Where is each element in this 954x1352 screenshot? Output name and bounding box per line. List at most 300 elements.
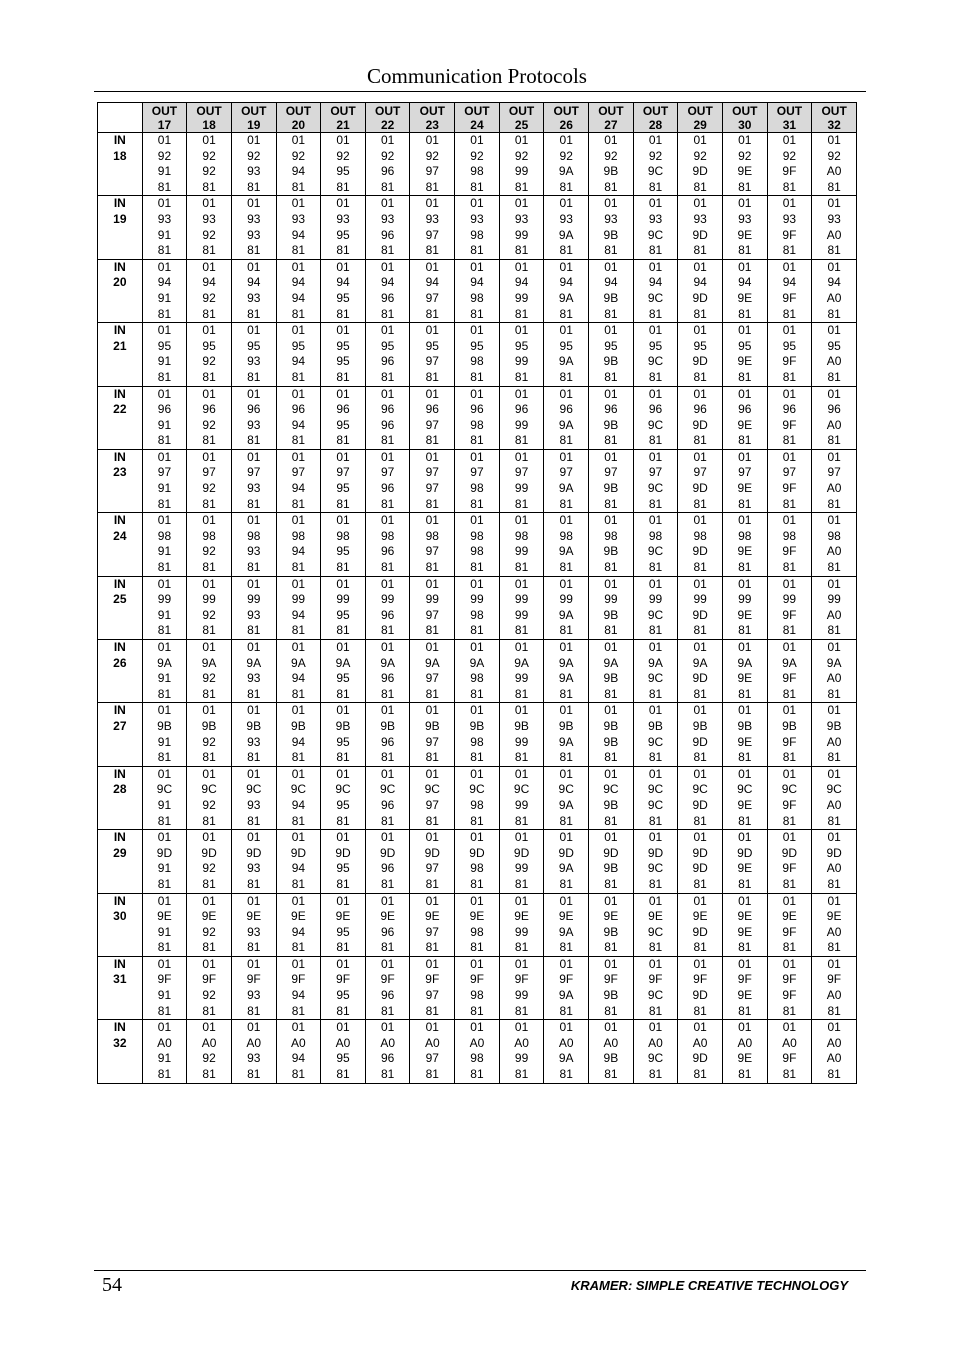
cell-byte: 81 xyxy=(425,750,439,765)
cell-byte: 01 xyxy=(291,830,306,845)
table-row xyxy=(98,449,857,512)
table-row xyxy=(98,196,857,259)
cell-byte: 9F xyxy=(782,544,797,559)
cell-byte: 81 xyxy=(470,750,484,765)
cell-byte: 81 xyxy=(470,243,484,258)
cell-byte: 01 xyxy=(202,259,216,274)
cell-byte: A0 xyxy=(424,1035,440,1050)
cell-byte: 81 xyxy=(336,433,350,448)
cell-byte: 81 xyxy=(604,369,618,384)
table-cell xyxy=(589,830,634,893)
cell-byte: 9A xyxy=(291,655,306,670)
cell-byte: 95 xyxy=(336,290,350,305)
table-cell xyxy=(142,956,187,1019)
cell-byte: 81 xyxy=(380,813,395,828)
cell-byte: 92 xyxy=(827,148,841,163)
row-header-line: 27 xyxy=(113,718,127,733)
table-cell xyxy=(767,576,812,639)
cell-byte: 01 xyxy=(425,386,439,401)
table-cell xyxy=(321,386,366,449)
table-cell xyxy=(142,259,187,322)
cell-byte: 9F xyxy=(782,417,797,432)
cell-byte: A0 xyxy=(826,1035,842,1050)
table-row xyxy=(98,513,857,576)
cell-byte: 97 xyxy=(738,465,752,480)
cell-byte: 9A xyxy=(558,607,574,622)
cell-byte: 9A xyxy=(558,797,574,812)
cell-byte: 81 xyxy=(782,750,797,765)
cell-byte: 01 xyxy=(470,576,484,591)
table-cell xyxy=(231,196,276,259)
cell-byte: 01 xyxy=(738,576,752,591)
table-cell xyxy=(142,576,187,639)
cell-byte: 9D xyxy=(692,988,708,1003)
table-cell xyxy=(812,196,857,259)
cell-byte: 01 xyxy=(827,259,841,274)
cell-byte: 01 xyxy=(470,133,484,147)
cell-byte: 81 xyxy=(648,876,663,891)
cell-byte: 94 xyxy=(291,671,306,686)
table-cell xyxy=(142,513,187,576)
column-header-line: 29 xyxy=(693,118,707,132)
table-cell xyxy=(722,766,767,829)
cell-byte: 9B xyxy=(469,718,485,733)
cell-byte: 81 xyxy=(559,813,573,828)
cell-byte: 01 xyxy=(693,133,707,147)
cell-byte: 92 xyxy=(202,797,216,812)
cell-byte: 9B xyxy=(603,481,619,496)
cell-byte: 93 xyxy=(247,1051,261,1066)
cell-byte: 9D xyxy=(692,544,708,559)
row-header xyxy=(98,323,143,386)
cell-byte: 01 xyxy=(648,513,663,528)
cell-byte: 81 xyxy=(559,1003,573,1018)
table-cell xyxy=(589,703,634,766)
cell-byte: 95 xyxy=(470,338,484,353)
cell-byte: 01 xyxy=(782,259,797,274)
cell-byte: 81 xyxy=(291,813,306,828)
table-cell xyxy=(678,133,723,196)
cell-byte: 81 xyxy=(738,750,752,765)
cell-byte: 97 xyxy=(604,465,618,480)
cell-byte: 98 xyxy=(738,528,752,543)
table-cell xyxy=(499,513,544,576)
cell-byte: 94 xyxy=(202,275,216,290)
cell-byte: 81 xyxy=(202,243,216,258)
table-cell xyxy=(365,513,410,576)
cell-byte: 9D xyxy=(692,845,708,860)
cell-byte: 9F xyxy=(782,734,797,749)
cell-byte: 01 xyxy=(559,449,573,464)
cell-byte: A0 xyxy=(826,671,842,686)
cell-byte: 91 xyxy=(157,988,172,1003)
cell-byte: 9A xyxy=(558,988,574,1003)
cell-byte: 81 xyxy=(559,369,573,384)
cell-byte: 92 xyxy=(247,148,261,163)
cell-byte: 96 xyxy=(782,402,797,417)
cell-byte: 01 xyxy=(738,893,752,908)
cell-byte: 93 xyxy=(336,211,350,226)
table-cell xyxy=(633,576,678,639)
cell-byte: 81 xyxy=(202,686,216,701)
cell-byte: 9E xyxy=(737,544,753,559)
cell-byte: 93 xyxy=(247,797,261,812)
cell-byte: 94 xyxy=(782,275,797,290)
cell-byte: 81 xyxy=(514,496,529,511)
cell-byte: 81 xyxy=(291,750,306,765)
cell-byte: 9B xyxy=(603,354,619,369)
cell-byte: 9C xyxy=(647,988,664,1003)
table-row xyxy=(98,640,857,703)
cell-byte: 9E xyxy=(424,909,440,924)
cell-byte: 99 xyxy=(604,592,618,607)
cell-byte: 01 xyxy=(336,133,350,147)
cell-byte: 81 xyxy=(604,750,618,765)
table-cell xyxy=(722,703,767,766)
table-cell xyxy=(187,1020,232,1083)
table-cell xyxy=(276,323,321,386)
cell-byte: 9C xyxy=(290,782,307,797)
cell-byte: 01 xyxy=(470,893,484,908)
cell-byte: 93 xyxy=(202,211,216,226)
table-row xyxy=(98,576,857,639)
cell-byte: 97 xyxy=(336,465,350,480)
table-cell xyxy=(187,640,232,703)
table-cell xyxy=(589,640,634,703)
cell-byte: 9D xyxy=(692,924,708,939)
cell-byte: 9C xyxy=(647,671,664,686)
cell-byte: 01 xyxy=(693,766,707,781)
table-cell xyxy=(678,640,723,703)
cell-byte: 01 xyxy=(157,1020,172,1035)
cell-byte: 81 xyxy=(514,433,529,448)
cell-byte: 9D xyxy=(469,845,485,860)
cell-byte: 9C xyxy=(647,164,664,179)
table-cell xyxy=(276,956,321,1019)
cell-byte: 81 xyxy=(559,496,573,511)
cell-byte: 01 xyxy=(425,703,439,718)
table-cell xyxy=(142,196,187,259)
table-cell xyxy=(678,196,723,259)
cell-byte: 9C xyxy=(558,782,574,797)
table-cell xyxy=(321,640,366,703)
cell-byte: 81 xyxy=(604,686,618,701)
cell-byte: 98 xyxy=(470,164,484,179)
cell-byte: 96 xyxy=(559,402,573,417)
cell-byte: 01 xyxy=(291,386,306,401)
cell-byte: 92 xyxy=(202,544,216,559)
cell-byte: A0 xyxy=(826,227,842,242)
cell-byte: 81 xyxy=(782,623,797,638)
cell-byte: 9F xyxy=(782,924,797,939)
cell-byte: 81 xyxy=(648,179,663,194)
cell-byte: 01 xyxy=(425,259,439,274)
cell-byte: 92 xyxy=(648,148,663,163)
cell-byte: 81 xyxy=(380,623,395,638)
cell-byte: 81 xyxy=(648,369,663,384)
table-cell xyxy=(365,133,410,196)
cell-byte: 99 xyxy=(380,592,395,607)
cell-byte: 81 xyxy=(782,1067,797,1082)
cell-byte: 96 xyxy=(202,402,216,417)
cell-byte: 9C xyxy=(647,544,664,559)
cell-byte: 94 xyxy=(648,275,663,290)
table-cell xyxy=(231,386,276,449)
row-header xyxy=(98,386,143,449)
cell-byte: 95 xyxy=(336,797,350,812)
cell-byte: 93 xyxy=(247,544,261,559)
table-cell xyxy=(455,893,500,956)
cell-byte: 81 xyxy=(782,560,797,575)
cell-byte: 81 xyxy=(336,1003,350,1018)
cell-byte: 81 xyxy=(380,940,395,955)
table-cell xyxy=(455,766,500,829)
cell-byte: 91 xyxy=(157,671,172,686)
cell-byte: 01 xyxy=(247,576,261,591)
cell-byte: 01 xyxy=(604,956,618,971)
cell-byte: 81 xyxy=(380,876,395,891)
cell-byte: 92 xyxy=(202,481,216,496)
cell-byte: 99 xyxy=(514,290,529,305)
cell-byte: 01 xyxy=(247,259,261,274)
table-cell xyxy=(365,893,410,956)
cell-byte: 96 xyxy=(291,402,306,417)
cell-byte: 95 xyxy=(782,338,797,353)
cell-byte: 01 xyxy=(470,323,484,338)
table-cell xyxy=(365,640,410,703)
cell-byte: 9D xyxy=(424,845,440,860)
page-number: 54 xyxy=(102,1274,122,1296)
table-cell xyxy=(410,133,455,196)
cell-byte: 9B xyxy=(603,797,619,812)
cell-byte: 01 xyxy=(380,830,395,845)
cell-byte: 01 xyxy=(336,893,350,908)
cell-byte: 81 xyxy=(380,306,395,321)
cell-byte: 01 xyxy=(648,323,663,338)
cell-byte: 81 xyxy=(604,496,618,511)
row-header-line: 25 xyxy=(113,592,127,607)
table-cell xyxy=(365,449,410,512)
cell-byte: 81 xyxy=(693,179,707,194)
cell-byte: 01 xyxy=(693,893,707,908)
cell-byte: 93 xyxy=(247,734,261,749)
cell-byte: 81 xyxy=(738,686,752,701)
cell-byte: 9E xyxy=(692,909,708,924)
cell-byte: 93 xyxy=(827,211,841,226)
cell-byte: 81 xyxy=(425,686,439,701)
cell-byte: 01 xyxy=(827,703,841,718)
cell-byte: 01 xyxy=(827,323,841,338)
cell-byte: 01 xyxy=(782,196,797,211)
cell-byte: 95 xyxy=(336,671,350,686)
table-cell xyxy=(767,513,812,576)
table-cell xyxy=(722,449,767,512)
cell-byte: 81 xyxy=(693,243,707,258)
cell-byte: 81 xyxy=(827,813,841,828)
cell-byte: 9F xyxy=(291,972,306,987)
cell-byte: 01 xyxy=(693,956,707,971)
cell-byte: 81 xyxy=(827,433,841,448)
cell-byte: 96 xyxy=(514,402,529,417)
cell-byte: 01 xyxy=(202,386,216,401)
cell-byte: 81 xyxy=(425,1003,439,1018)
table-cell xyxy=(410,703,455,766)
cell-byte: 9A xyxy=(826,655,842,670)
cell-byte: 91 xyxy=(157,417,172,432)
cell-byte: 01 xyxy=(380,956,395,971)
cell-byte: 97 xyxy=(425,227,439,242)
table-cell xyxy=(499,956,544,1019)
cell-byte: 81 xyxy=(336,179,350,194)
table-cell xyxy=(321,196,366,259)
table-cell xyxy=(321,703,366,766)
cell-byte: 81 xyxy=(514,306,529,321)
cell-byte: 01 xyxy=(738,196,752,211)
cell-byte: 9F xyxy=(782,354,797,369)
cell-byte: 81 xyxy=(648,1067,663,1082)
table-cell xyxy=(499,576,544,639)
cell-byte: 93 xyxy=(738,211,752,226)
cell-byte: 81 xyxy=(738,243,752,258)
cell-byte: 92 xyxy=(425,148,439,163)
cell-byte: 01 xyxy=(202,196,216,211)
column-header-line: 28 xyxy=(648,118,663,132)
cell-byte: 01 xyxy=(514,893,529,908)
cell-byte: 94 xyxy=(157,275,172,290)
cell-byte: 96 xyxy=(380,861,395,876)
cell-byte: 01 xyxy=(425,640,439,654)
cell-byte: 01 xyxy=(782,830,797,845)
cell-byte: 9D xyxy=(692,797,708,812)
cell-byte: 93 xyxy=(247,924,261,939)
cell-byte: 9A xyxy=(558,290,574,305)
cell-byte: 81 xyxy=(782,876,797,891)
table-cell xyxy=(142,640,187,703)
row-header xyxy=(98,640,143,703)
table-cell xyxy=(410,196,455,259)
cell-byte: 81 xyxy=(514,369,529,384)
cell-byte: 81 xyxy=(693,496,707,511)
cell-byte: 81 xyxy=(247,686,261,701)
cell-byte: 01 xyxy=(336,196,350,211)
cell-byte: 9B xyxy=(603,734,619,749)
cell-byte: 81 xyxy=(604,1067,618,1082)
cell-byte: 96 xyxy=(425,402,439,417)
cell-byte: A0 xyxy=(826,734,842,749)
cell-byte: 92 xyxy=(202,227,216,242)
table-cell xyxy=(276,196,321,259)
cell-byte: 98 xyxy=(470,988,484,1003)
cell-byte: 95 xyxy=(336,924,350,939)
row-header-line: IN xyxy=(113,1020,126,1035)
cell-byte: 9F xyxy=(425,972,440,987)
cell-byte: A0 xyxy=(826,1051,842,1066)
cell-byte: 01 xyxy=(782,576,797,591)
column-header xyxy=(231,103,276,133)
cell-byte: 01 xyxy=(380,576,395,591)
cell-byte: 92 xyxy=(291,148,306,163)
cell-byte: 9B xyxy=(603,988,619,1003)
cell-byte: 81 xyxy=(693,433,707,448)
cell-byte: 9E xyxy=(737,909,753,924)
cell-byte: 81 xyxy=(425,243,439,258)
row-header xyxy=(98,133,143,196)
table-cell xyxy=(767,1020,812,1083)
cell-byte: 9E xyxy=(335,909,351,924)
row-header-line: 29 xyxy=(113,845,127,860)
cell-byte: 9D xyxy=(647,845,664,860)
cell-byte: A0 xyxy=(826,988,842,1003)
table-cell xyxy=(767,323,812,386)
cell-byte: 9D xyxy=(692,417,708,432)
cell-byte: 9B xyxy=(782,718,797,733)
cell-byte: 81 xyxy=(157,560,172,575)
cell-byte: 01 xyxy=(827,893,841,908)
cell-byte: 01 xyxy=(648,449,663,464)
cell-byte: 94 xyxy=(291,275,306,290)
cell-byte: 81 xyxy=(827,496,841,511)
cell-byte: 01 xyxy=(514,449,529,464)
table-cell xyxy=(633,830,678,893)
cell-byte: 81 xyxy=(425,813,439,828)
table-cell xyxy=(142,449,187,512)
cell-byte: A0 xyxy=(826,607,842,622)
table-cell xyxy=(231,513,276,576)
table-cell xyxy=(455,1020,500,1083)
cell-byte: 81 xyxy=(247,306,261,321)
table-cell xyxy=(767,893,812,956)
cell-byte: 93 xyxy=(247,607,261,622)
cell-byte: 01 xyxy=(247,323,261,338)
cell-byte: 81 xyxy=(604,940,618,955)
cell-byte: 97 xyxy=(425,1051,439,1066)
cell-byte: 92 xyxy=(202,1051,216,1066)
cell-byte: 01 xyxy=(470,259,484,274)
column-header-line: 20 xyxy=(291,118,306,132)
table-cell xyxy=(812,1020,857,1083)
cell-byte: 9B xyxy=(603,544,619,559)
cell-byte: A0 xyxy=(826,354,842,369)
cell-byte: A0 xyxy=(692,1035,708,1050)
cell-byte: A0 xyxy=(826,797,842,812)
cell-byte: 9B xyxy=(603,924,619,939)
cell-byte: 97 xyxy=(559,465,573,480)
table-cell xyxy=(142,133,187,196)
table-cell xyxy=(678,513,723,576)
cell-byte: 81 xyxy=(559,560,573,575)
cell-byte: 01 xyxy=(514,576,529,591)
table-cell xyxy=(455,259,500,322)
table-cell xyxy=(410,259,455,322)
table-cell xyxy=(544,893,589,956)
row-header-line: IN xyxy=(113,956,126,971)
cell-byte: 9A xyxy=(558,924,574,939)
cell-byte: 81 xyxy=(425,179,439,194)
cell-byte: 92 xyxy=(202,148,216,163)
cell-byte: 01 xyxy=(470,513,484,528)
table-cell xyxy=(499,766,544,829)
table-cell xyxy=(544,386,589,449)
column-header-line: OUT xyxy=(464,104,490,118)
table-cell xyxy=(499,703,544,766)
table-cell xyxy=(410,640,455,703)
cell-byte: 99 xyxy=(470,592,484,607)
cell-byte: 01 xyxy=(738,1020,752,1035)
cell-byte: 81 xyxy=(559,433,573,448)
table-cell xyxy=(499,259,544,322)
cell-byte: 9B xyxy=(603,227,619,242)
cell-byte: 98 xyxy=(425,528,439,543)
